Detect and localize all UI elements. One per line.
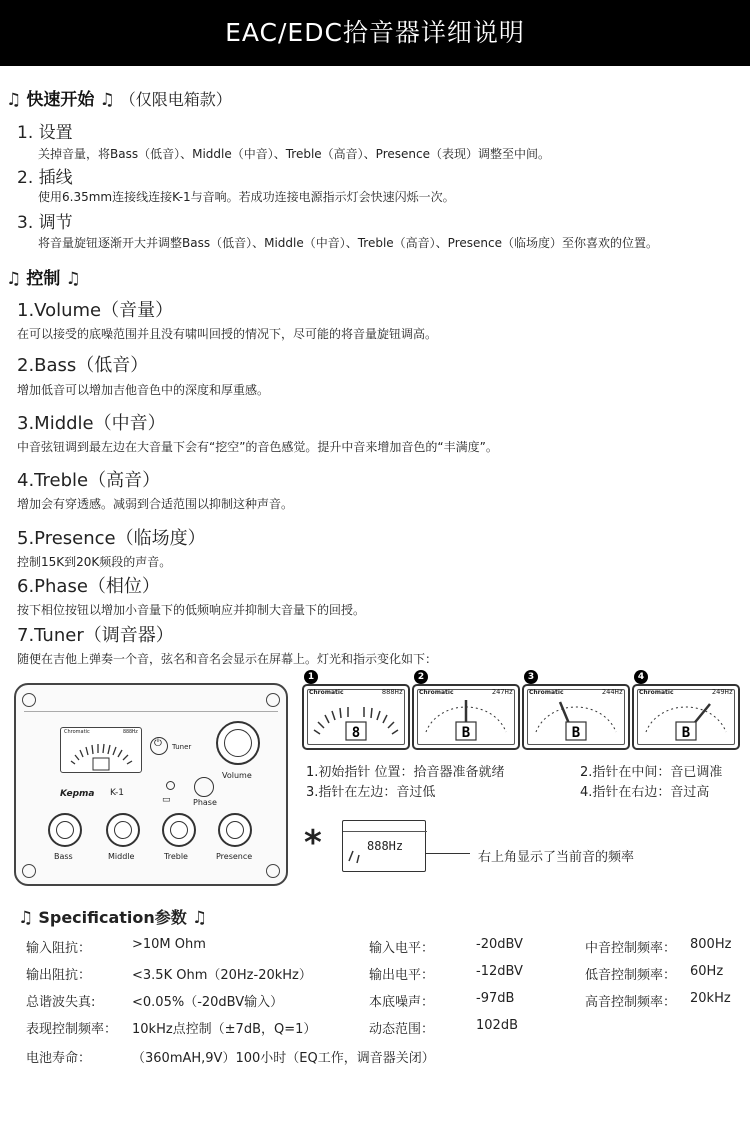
treble-knob[interactable] <box>162 813 196 847</box>
spec-label: 中音控制频率： <box>585 941 677 956</box>
battery-icon: ▭ <box>162 795 171 805</box>
tuner-label: Tuner <box>172 743 192 751</box>
mini-screen-hz: 888Hz <box>122 729 138 735</box>
model-label: K-1 <box>110 788 124 798</box>
screw-icon <box>22 864 36 878</box>
svg-text:B: B <box>571 725 581 741</box>
step-title: 1. 设置 <box>17 123 73 143</box>
knob-cap <box>114 821 132 839</box>
mini-screen-label: Chromatic <box>64 729 90 735</box>
tuner-screen-label: Chromatic <box>309 689 344 696</box>
control-item-desc: 增加低音可以增加吉他音色中的深度和厚重感。 <box>17 383 270 397</box>
freq-hz-readout: 888Hz <box>367 839 404 853</box>
spec-label: 输出电平： <box>369 968 435 983</box>
spec-label: 本底噪声： <box>369 995 435 1010</box>
knob-cap <box>170 821 188 839</box>
panel-divider <box>24 711 278 712</box>
tuner-gauge-icon <box>524 686 628 748</box>
knob-label: Bass <box>54 852 73 861</box>
tuner-screen <box>302 684 410 750</box>
spec-label: 低音控制频率： <box>585 968 677 983</box>
pointer-line <box>426 853 470 854</box>
mini-tuner-screen <box>60 727 142 773</box>
step-desc: 将音量旋钮逐渐开大并调整Bass（低音）、Middle（中音）、Treble（高音）、Presence（临场度）至你喜欢的位置。 <box>38 236 658 250</box>
control-item-desc: 随便在吉他上弹奏一个音，弦名和音名会显示在屏幕上。灯光和指示变化如下： <box>17 652 438 666</box>
page-title: EAC/EDC拾音器详细说明 <box>0 0 750 66</box>
step-title: 3. 调节 <box>17 213 73 233</box>
preamp-panel <box>14 683 288 886</box>
knob-label: Presence <box>216 852 253 861</box>
asterisk-icon: * <box>304 823 322 863</box>
music-note-icon: ♫ <box>191 908 208 928</box>
quickstart-title: 快速开始 <box>26 90 95 110</box>
step-number-badge: 4 <box>634 670 648 684</box>
svg-text:B: B <box>461 725 471 741</box>
power-icon: ⏻ <box>154 738 162 749</box>
music-note-icon: ♫ <box>65 269 81 289</box>
control-item-desc: 中音弦钮调到最左边在大音量下会有“挖空”的音色感觉。提升中音来增加音色的“丰满度”。 <box>17 440 498 454</box>
screw-icon <box>266 693 280 707</box>
tuner-screen-hz: 888Hz <box>381 688 403 696</box>
control-item-desc: 按下相位按钮以增加小音量下的低频响应并抑制大音量下的回授。 <box>17 603 366 617</box>
tuner-gauge-icon <box>304 686 408 748</box>
volume-label: Volume <box>222 771 252 780</box>
control-item-title: 5.Presence（临场度） <box>17 528 206 549</box>
spec-title: Specification参数 <box>38 908 187 927</box>
presence-knob[interactable] <box>218 813 252 847</box>
step-number-badge: 3 <box>524 670 538 684</box>
spec-value: -20dBV <box>476 937 523 952</box>
spec-label: 表现控制频率： <box>26 1022 118 1037</box>
tuner-gauge-icon <box>414 686 518 748</box>
music-note-icon: ♫ <box>99 90 115 110</box>
step-number-badge: 2 <box>414 670 428 684</box>
spec-label: 总谐波失真: <box>26 995 96 1010</box>
control-item-desc: 增加会有穿透感。减弱到合适范围以抑制这种声音。 <box>17 497 294 511</box>
spec-value: 102dB <box>476 1018 518 1033</box>
spec-label: 输出阻抗： <box>26 968 92 983</box>
step-number-badge: 1 <box>304 670 318 684</box>
tuner-caption: 4.指针在右边：音过高 <box>580 785 710 800</box>
spec-value: 800Hz <box>690 937 732 952</box>
spec-value: 10kHz点控制（±7dB，Q=1） <box>132 1022 317 1037</box>
knob-label: Treble <box>164 852 188 861</box>
tuner-power-button[interactable] <box>150 737 168 755</box>
spec-heading <box>18 905 207 928</box>
control-item-desc: 在可以接受的底噪范围并且没有啸叫回授的情况下，尽可能的将音量旋钮调高。 <box>17 327 438 341</box>
spec-label: 动态范围： <box>369 1022 435 1037</box>
tuner-caption: 3.指针在左边：音过低 <box>306 785 436 800</box>
control-item-title: 1.Volume（音量） <box>17 300 174 321</box>
music-note-icon: ♫ <box>6 269 22 289</box>
gauge-tick-icon <box>343 821 427 873</box>
phase-button[interactable] <box>194 777 214 797</box>
spec-label: 输入阻抗： <box>26 941 92 956</box>
freq-screen-detail <box>342 820 426 872</box>
control-item-desc: 控制15K到20K频段的声音。 <box>17 555 172 569</box>
music-note-icon: ♫ <box>18 908 34 928</box>
tuner-screen-label: Chromatic <box>639 689 674 696</box>
step-desc: 使用6.35mm连接线连接K-1与音响。若成功连接电源指示灯会快速闪烁一次。 <box>38 190 455 204</box>
spec-label: 电池寿命： <box>26 1051 92 1066</box>
music-note-icon: ♫ <box>6 90 22 110</box>
spec-value: -97dB <box>476 991 515 1006</box>
step-title: 2. 插线 <box>17 168 73 188</box>
quickstart-note: （仅限电箱款） <box>119 90 232 109</box>
tuner-screen-label: Chromatic <box>529 689 564 696</box>
spec-value: 20kHz <box>690 991 731 1006</box>
spec-value: -12dBV <box>476 964 523 979</box>
brand-logo: Kepma <box>60 789 95 799</box>
control-item-title: 2.Bass（低音） <box>17 355 149 376</box>
tuner-screen-label: Chromatic <box>419 689 454 696</box>
mini-gauge-icon <box>61 728 143 774</box>
spec-value: >10M Ohm <box>132 937 206 952</box>
bass-knob[interactable] <box>48 813 82 847</box>
svg-text:8: 8 <box>351 725 361 741</box>
control-item-title: 7.Tuner（调音器） <box>17 625 174 646</box>
spec-value: <0.05%（-20dBV输入） <box>132 995 284 1010</box>
tuner-caption: 2.指针在中间：音已调准 <box>580 765 723 780</box>
spec-label: 输入电平： <box>369 941 435 956</box>
spec-label: 高音控制频率： <box>585 995 677 1010</box>
screw-icon <box>22 693 36 707</box>
control-item-title: 6.Phase（相位） <box>17 576 160 597</box>
control-heading <box>6 264 81 289</box>
knob-cap <box>226 821 244 839</box>
step-desc: 关掉音量，将Bass（低音）、Middle（中音）、Treble（高音）、Presence（表现）调整至中间。 <box>38 147 550 161</box>
control-item-title: 4.Treble（高音） <box>17 470 161 491</box>
knob-label: Middle <box>108 852 135 861</box>
tuner-screen-hz: 247Hz <box>491 688 513 696</box>
phase-label: Phase <box>193 798 217 807</box>
tuner-caption: 1.初始指针 位置：拾音器准备就绪 <box>306 765 505 780</box>
tuner-gauge-icon <box>634 686 738 748</box>
quickstart-heading <box>6 85 232 110</box>
led-indicator <box>166 781 175 790</box>
tuner-screen <box>522 684 630 750</box>
tuner-screen-hz: 244Hz <box>601 688 623 696</box>
tuner-screen <box>632 684 740 750</box>
freq-note-text: 右上角显示了当前音的频率 <box>478 850 635 865</box>
middle-knob[interactable] <box>106 813 140 847</box>
tuner-screen <box>412 684 520 750</box>
svg-text:B: B <box>681 725 691 741</box>
knob-cap <box>224 729 252 757</box>
tuner-screen-hz: 249Hz <box>711 688 733 696</box>
volume-knob[interactable] <box>216 721 260 765</box>
spec-value: （360mAH,9V）100小时（EQ工作，调音器关闭） <box>132 1051 435 1066</box>
spec-value: 60Hz <box>690 964 724 979</box>
control-item-title: 3.Middle（中音） <box>17 413 166 434</box>
control-title: 控制 <box>26 269 61 289</box>
knob-cap <box>56 821 74 839</box>
spec-value: <3.5K Ohm（20Hz-20kHz） <box>132 968 312 983</box>
screw-icon <box>266 864 280 878</box>
